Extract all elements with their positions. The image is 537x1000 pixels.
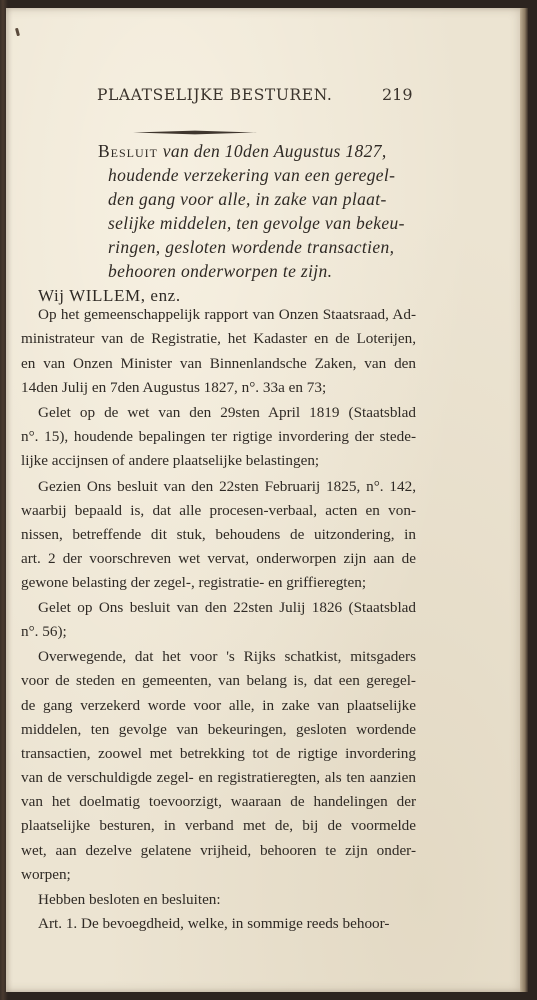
running-title: PLAATSELIJKE BESTUREN. xyxy=(97,86,333,104)
text-line: voor de steden en gemeenten, van belang is, dat een geregel- xyxy=(21,672,416,689)
text-line: ministrateur van de Registratie, het Kadaster en de Loterijen, xyxy=(21,330,416,347)
text-line: plaatselijke besturen, in verband met de, bij de voormelde xyxy=(21,817,416,834)
decree-line-text: ringen, gesloten wordende transactien, xyxy=(108,237,395,257)
text-line: n°. 56); xyxy=(21,623,67,640)
text-line: Art. 1. De bevoegdheid, welke, in sommige reeds behoor- xyxy=(38,915,390,932)
text-line: Gezien Ons besluit van den 22sten Februarij 1825, n°. 142, xyxy=(38,478,416,495)
text-line: waarbij bepaald is, dat alle procesen-verbaal, acten en von- xyxy=(21,502,416,519)
text-line: worpen; xyxy=(21,866,71,883)
decree-line-text: den gang voor alle, in zake van plaat- xyxy=(108,189,387,209)
page-edge xyxy=(520,8,528,992)
decree-title-line xyxy=(108,261,332,282)
text-line: transactien, zoowel met betrekking tot de rigtige invordering xyxy=(21,745,416,762)
text-line: van het doelmatig toevoorzigt, waaraan de handelingen der xyxy=(21,793,416,810)
decree-line-text: selijke middelen, ten gevolge van bekeu- xyxy=(108,213,405,233)
text-line: Gelet op Ons besluit van den 22sten Julij 1826 (Staatsblad xyxy=(38,599,416,616)
text-line: Gelet op de wet van den 29sten April 1819 (Staatsblad xyxy=(38,404,416,421)
text-line: art. 2 der voorschreven wet vervat, onderworpen zijn aan de xyxy=(21,550,416,567)
decree-title-line xyxy=(108,165,395,186)
decree-lead-word: Besluit xyxy=(98,141,158,161)
text-line: en van Onzen Minister van Binnenlandsche Zaken, van den xyxy=(21,355,416,372)
text-line: gewone belasting der zegel-, registratie- en griffieregten; xyxy=(21,574,367,591)
text-line: de gang verzekerd worde voor alle, in zake van plaatselijke xyxy=(21,697,416,714)
decree-title-line xyxy=(108,189,387,210)
text-line: lijke accijnsen of andere plaatselijke belastingen; xyxy=(21,452,320,469)
decree-title-line xyxy=(108,237,394,258)
decree-title-line xyxy=(98,141,387,162)
text-line: Op het gemeenschappelijk rapport van Onzen Staatsraad, Ad- xyxy=(38,306,416,323)
text-line: Hebben besloten en besluiten: xyxy=(38,891,221,908)
text-line: wet, aan dezelve gelatene vrijheid, behooren te zijn onder- xyxy=(21,842,416,859)
page-number: 219 xyxy=(382,85,413,104)
decree-line-text: behooren onderworpen te zijn. xyxy=(108,261,333,281)
text-line: Overwegende, dat het voor 's Rijks schatkist, mitsgaders xyxy=(38,648,416,665)
text-line: van de verschuldigde zegel- en registratieregten, als ten aanzien xyxy=(21,769,416,786)
text-line: nissen, betreffende dit stuk, behoudens de uitzondering, in xyxy=(21,526,416,543)
decree-title-line xyxy=(108,213,405,234)
decree-line-text: houdende verzekering van een geregel- xyxy=(108,165,396,185)
decree-line-text: van den 10den Augustus 1827, xyxy=(158,141,387,161)
ornamental-rule xyxy=(133,130,257,135)
text-line: middelen, ten gevolge van bekeuringen, gesloten wordende xyxy=(21,721,416,738)
text-line: 14den Julij en 7den Augustus 1827, n°. 33a en 73; xyxy=(21,379,327,396)
running-head xyxy=(0,86,537,110)
text-line: n°. 15), houdende bepalingen ter rigtige invordering der stede- xyxy=(21,428,416,445)
opening-formula: Wij WILLEM, enz. xyxy=(38,286,181,305)
